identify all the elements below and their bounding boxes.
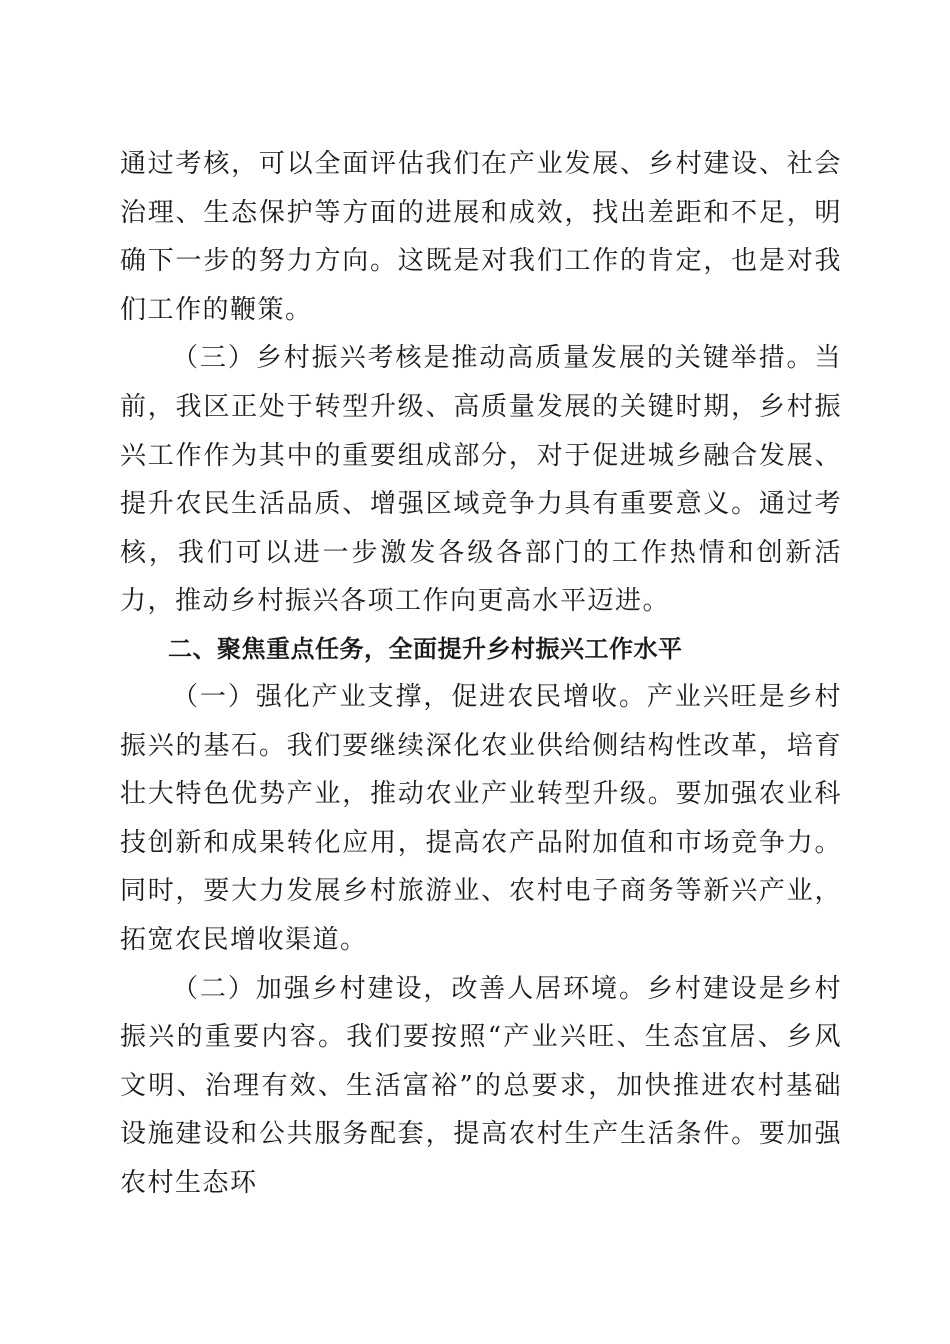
paragraph-section-2-2: （二）加强乡村建设，改善人居环境。乡村建设是乡村振兴的重要内容。我们要按照“产业兴旺、生态宜居、乡风文明、治理有效、生活富裕”的总要求，加快推进农村基础设施建设和公共服务配套，提高农村生产生活条件。要加强农村生态环 — [120, 973, 842, 1198]
paragraph-assessment-purpose: 通过考核，可以全面评估我们在产业发展、乡村建设、社会治理、生态保护等方面的进展和成效，找出差距和不足，明确下一步的努力方向。这既是对我们工作的肯定，也是对我们工作的鞭策。 — [120, 149, 842, 325]
section-2-heading: 二、聚焦重点任务，全面提升乡村振兴工作水平 — [168, 634, 683, 663]
paragraph-section-2-1: （一）强化产业支撑，促进农民增收。产业兴旺是乡村振兴的基石。我们要继续深化农业供给侧结构性改革，培育壮大特色优势产业，推动农业产业转型升级。要加强农业科技创新和成果转化应用，提高农产品附加值和市场竞争力。同时，要大力发展乡村旅游业、农村电子商务等新兴产业，拓宽农民增收渠道。 — [120, 681, 842, 955]
paragraph-section-1-3: （三）乡村振兴考核是推动高质量发展的关键举措。当前，我区正处于转型升级、高质量发展的关键时期，乡村振兴工作作为其中的重要组成部分，对于促进城乡融合发展、提升农民生活品质、增强区域竞争力具有重要意义。通过考核，我们可以进一步激发各级各部门的工作热情和创新活力，推动乡村振兴各项工作向更高水平迈进。 — [120, 343, 842, 617]
document-body — [120, 140, 842, 1207]
